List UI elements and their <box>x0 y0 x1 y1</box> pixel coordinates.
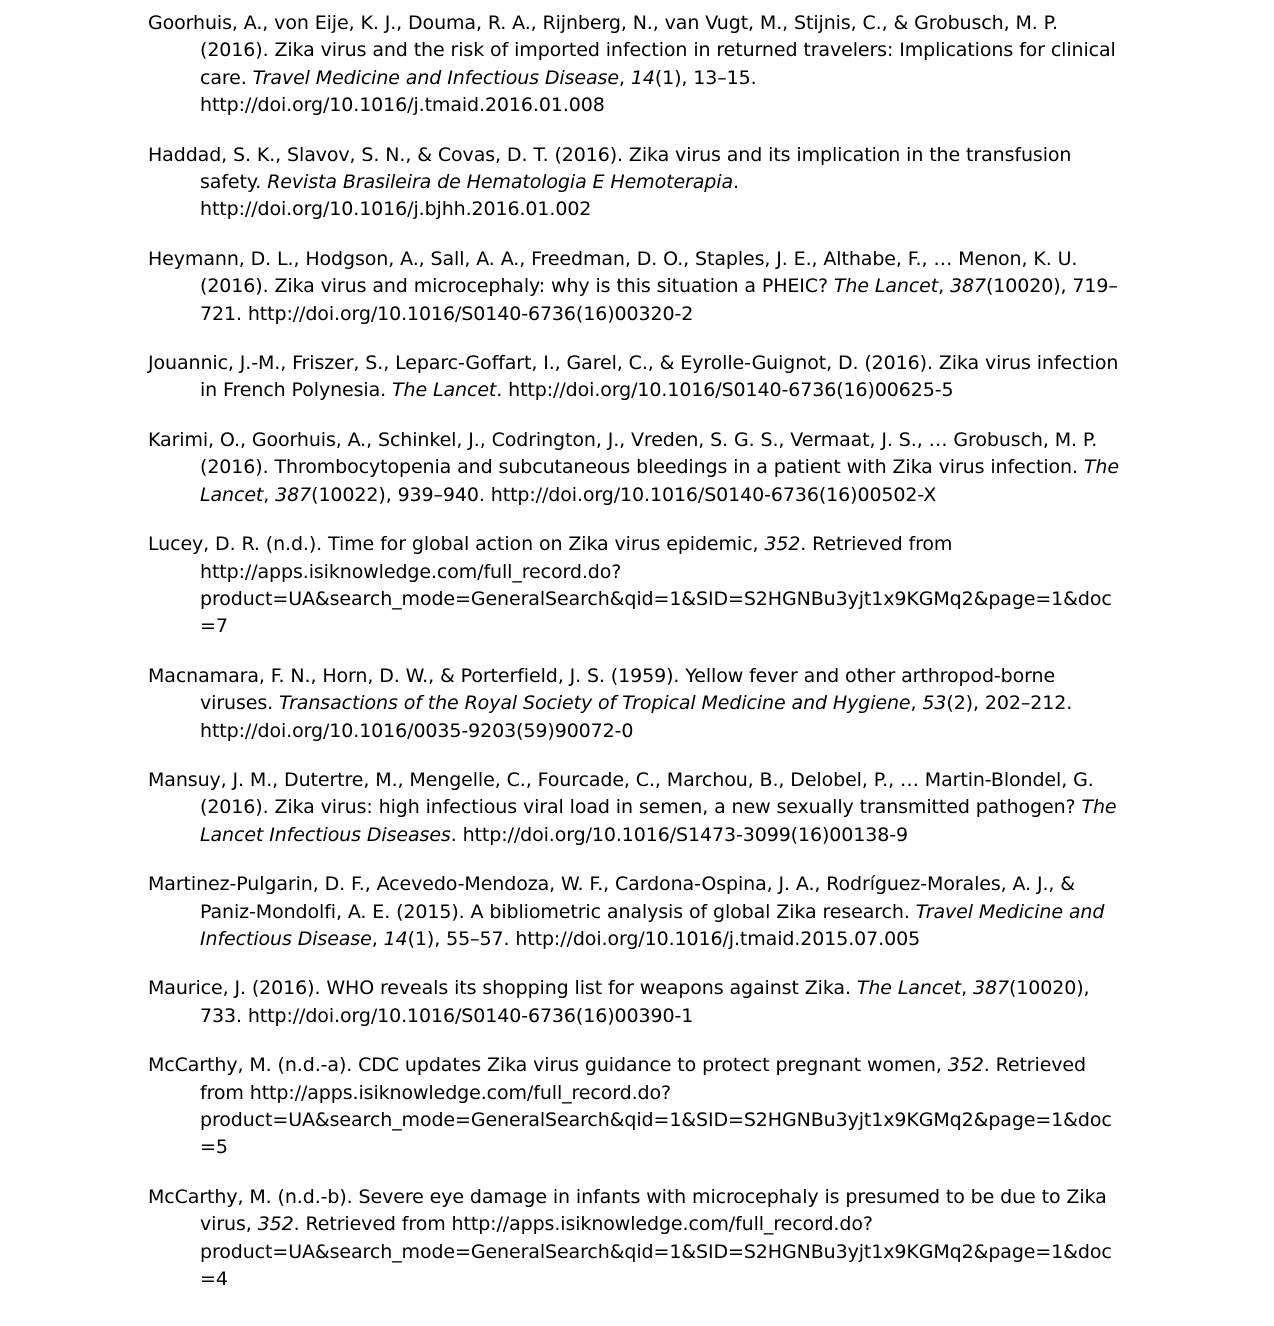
reference-text-segment: (10022), 939–940. http://doi.org/10.1016/S0140-6736(16)00502-X <box>311 483 937 506</box>
reference-text-segment: (1), 13–15. http://doi.org/10.1016/j.tmaid.2016.01.008 <box>200 66 757 117</box>
reference-text-segment: (1), 55–57. http://doi.org/10.1016/j.tmaid.2015.07.005 <box>407 927 921 950</box>
reference-italic-segment: 14 <box>383 927 408 950</box>
reference-text-segment: (10020), 719–721. http://doi.org/10.1016/S0140-6736(16)00320-2 <box>200 275 1118 325</box>
reference-text-segment: Karimi, O., Goorhuis, A., Schinkel, J., Codrington, J., Vreden, S. G. S., Vermaat, J. S., … Grobusch, M. P. (2016). Thrombocytopenia and subcutaneous bleedings in a patient with Zika virus infection. <box>148 428 1098 479</box>
reference-entry <box>148 246 1126 328</box>
reference-italic-segment: Travel Medicine and Infectious Disease <box>252 66 619 89</box>
reference-entry <box>148 767 1126 849</box>
reference-entry <box>148 427 1126 509</box>
reference-entry <box>148 663 1126 745</box>
reference-text-segment: , <box>371 927 384 950</box>
reference-text-segment: McCarthy, M. (n.d.-b). Severe eye damage in infants with microcephaly is presumed to be due to Zika virus, <box>148 1185 1107 1236</box>
reference-entry <box>148 1052 1126 1162</box>
reference-italic-segment: The Lancet <box>833 275 939 298</box>
reference-text-segment: (2), 202–212. http://doi.org/10.1016/0035-9203(59)90072-0 <box>200 692 1073 742</box>
reference-text-segment: Lucey, D. R. (n.d.). Time for global action on Zika virus epidemic, <box>148 533 765 556</box>
reference-text-segment: Haddad, S. K., Slavov, S. N., & Covas, D. T. (2016). Zika virus and its implication in the transfusion safety. <box>148 143 1072 194</box>
reference-entry <box>148 10 1126 120</box>
reference-italic-segment: Revista Brasileira de Hematologia E Hemoterapia <box>267 171 733 194</box>
reference-text-segment: . Retrieved from http://apps.isiknowledge.com/full_record.do?product=UA&search_mode=GeneralSearch&qid=1&SID=S2HGNBu3yjt1x9KGMq2&page=1&doc=7 <box>200 533 1112 638</box>
reference-text-segment: Maurice, J. (2016). WHO reveals its shopping list for weapons against Zika. <box>148 977 857 1000</box>
reference-text-segment: Macnamara, F. N., Horn, D. W., & Porterfield, J. S. (1959). Yellow fever and other arthropod-borne viruses. <box>148 664 1056 715</box>
references-list <box>148 10 1126 1293</box>
reference-entry <box>148 1184 1126 1294</box>
reference-text-segment: , <box>618 66 631 89</box>
reference-italic-segment: 352 <box>764 533 801 556</box>
reference-text-segment: , <box>938 275 951 298</box>
reference-text-segment: , <box>263 483 276 506</box>
reference-text-segment: Goorhuis, A., von Eije, K. J., Douma, R. A., Rijnberg, N., van Vugt, M., Stijnis, C., & Grobusch, M. P. (2016). Zika virus and the risk of imported infection in returned travelers: Implications for clinical care. <box>148 12 1116 89</box>
reference-text-segment: Heymann, D. L., Hodgson, A., Sall, A. A., Freedman, D. O., Staples, J. E., Althabe, F., … Menon, K. U. (2016). Zika virus and microcephaly: why is this situation a PHEIC? <box>148 247 1078 298</box>
reference-entry <box>148 871 1126 953</box>
reference-text-segment: Martinez-Pulgarin, D. F., Acevedo-Mendoza, W. F., Cardona-Ospina, J. A., Rodríguez-Morales, A. J., & Paniz-Mondolfi, A. E. (2015). A bibliometric analysis of global Zika research. <box>148 873 1076 923</box>
reference-text-segment: . Retrieved from http://apps.isiknowledge.com/full_record.do?product=UA&search_mode=GeneralSearch&qid=1&SID=S2HGNBu3yjt1x9KGMq2&page=1&doc=5 <box>200 1054 1112 1159</box>
reference-italic-segment: 53 <box>922 692 947 715</box>
reference-text-segment: . Retrieved from http://apps.isiknowledge.com/full_record.do?product=UA&search_mode=GeneralSearch&qid=1&SID=S2HGNBu3yjt1x9KGMq2&page=1&doc=4 <box>200 1213 1112 1291</box>
reference-entry <box>148 531 1126 641</box>
reference-italic-segment: 14 <box>630 66 655 89</box>
reference-italic-segment: The Lancet Infectious Diseases <box>200 796 1117 846</box>
reference-text-segment: Jouannic, J.-M., Friszer, S., Leparc-Goffart, I., Garel, C., & Eyrolle-Guignot, D. (2016). Zika virus infection in French Polynesia. <box>148 352 1119 402</box>
reference-italic-segment: 352 <box>257 1213 294 1236</box>
reference-text-segment: (10020), 733. http://doi.org/10.1016/S0140-6736(16)00390-1 <box>200 977 1090 1027</box>
reference-text-segment: . http://doi.org/10.1016/S0140-6736(16)00625-5 <box>496 379 954 402</box>
reference-italic-segment: 387 <box>972 977 1009 1000</box>
reference-text-segment: , <box>910 692 923 715</box>
reference-text-segment: McCarthy, M. (n.d.-a). CDC updates Zika virus guidance to protect pregnant women, <box>148 1054 948 1077</box>
reference-italic-segment: The Lancet <box>856 977 962 1000</box>
reference-text-segment: , <box>961 977 973 1000</box>
reference-italic-segment: 387 <box>275 483 312 506</box>
reference-italic-segment: The Lancet <box>392 379 497 402</box>
reference-italic-segment: 352 <box>947 1054 984 1077</box>
reference-text-segment: Mansuy, J. M., Dutertre, M., Mengelle, C., Fourcade, C., Marchou, B., Delobel, P., … Martin-Blondel, G. (2016). Zika virus: high infectious viral load in semen, a new sexually transmitted pathogen? <box>148 768 1094 819</box>
reference-italic-segment: Transactions of the Royal Society of Tropical Medicine and Hygiene <box>279 692 911 715</box>
reference-italic-segment: Travel Medicine and Infectious Disease <box>200 900 1105 950</box>
reference-text-segment: . http://doi.org/10.1016/S1473-3099(16)00138-9 <box>450 823 908 846</box>
reference-entry <box>148 350 1126 405</box>
reference-entry <box>148 975 1126 1030</box>
reference-italic-segment: 387 <box>950 275 986 298</box>
reference-italic-segment: The Lancet <box>200 456 1119 506</box>
reference-entry <box>148 142 1126 224</box>
reference-text-segment: . http://doi.org/10.1016/j.bjhh.2016.01.002 <box>200 171 739 221</box>
